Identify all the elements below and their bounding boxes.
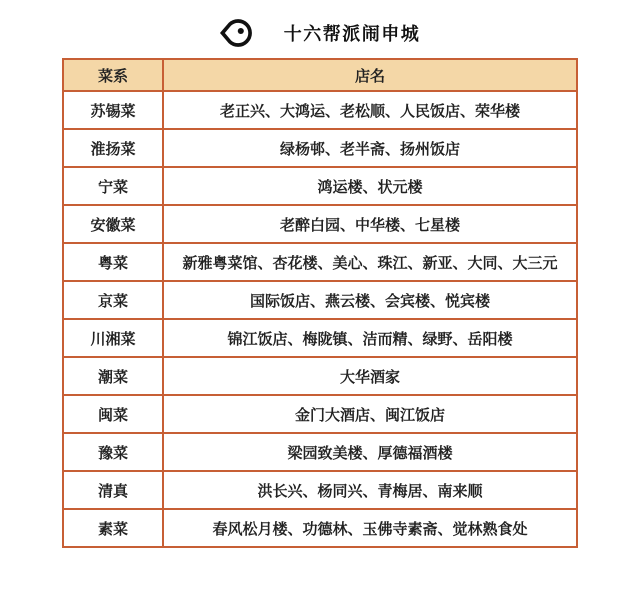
cuisine-cell: 宁菜 — [63, 167, 163, 205]
shops-cell: 梁园致美楼、厚德福酒楼 — [163, 433, 577, 471]
table-header-row — [63, 59, 577, 91]
cuisine-cell: 淮扬菜 — [63, 129, 163, 167]
table-row — [63, 395, 577, 433]
shops-cell: 大华酒家 — [163, 357, 577, 395]
table-row — [63, 471, 577, 509]
cuisine-cell: 潮菜 — [63, 357, 163, 395]
cuisine-cell: 豫菜 — [63, 433, 163, 471]
shops-cell: 洪长兴、杨同兴、青梅居、南来顺 — [163, 471, 577, 509]
shops-cell: 鸿运楼、状元楼 — [163, 167, 577, 205]
shops-cell: 老正兴、大鸿运、老松顺、人民饭店、荣华楼 — [163, 91, 577, 129]
table-row — [63, 281, 577, 319]
table-row — [63, 129, 577, 167]
table-row — [63, 167, 577, 205]
column-header-cuisine: 菜系 — [63, 59, 163, 91]
eye-logo-icon — [220, 15, 252, 51]
shops-cell: 绿杨邨、老半斋、扬州饭店 — [163, 129, 577, 167]
table-row — [63, 319, 577, 357]
cuisine-cell: 素菜 — [63, 509, 163, 547]
table-row — [63, 509, 577, 547]
page-header — [0, 0, 640, 56]
cuisine-cell: 粤菜 — [63, 243, 163, 281]
shops-cell: 国际饭店、燕云楼、会宾楼、悦宾楼 — [163, 281, 577, 319]
page-title: 十六帮派闹申城 — [283, 24, 421, 44]
cuisine-cell: 闽菜 — [63, 395, 163, 433]
cuisine-cell: 清真 — [63, 471, 163, 509]
shops-cell: 金门大酒店、闽江饭店 — [163, 395, 577, 433]
table-row — [63, 357, 577, 395]
shops-cell: 老醉白园、中华楼、七星楼 — [163, 205, 577, 243]
cuisine-cell: 川湘菜 — [63, 319, 163, 357]
shops-cell: 新雅粤菜馆、杏花楼、美心、珠江、新亚、大同、大三元 — [163, 243, 577, 281]
table-row — [63, 243, 577, 281]
shops-cell: 春风松月楼、功德林、玉佛寺素斋、觉林熟食处 — [163, 509, 577, 547]
cuisine-cell: 京菜 — [63, 281, 163, 319]
shops-cell: 锦江饭店、梅陇镇、洁而精、绿野、岳阳楼 — [163, 319, 577, 357]
cuisine-table — [62, 58, 578, 548]
column-header-shops: 店名 — [163, 59, 577, 91]
table-row — [63, 433, 577, 471]
cuisine-cell: 安徽菜 — [63, 205, 163, 243]
cuisine-cell: 苏锡菜 — [63, 91, 163, 129]
table-row — [63, 91, 577, 129]
table-row — [63, 205, 577, 243]
